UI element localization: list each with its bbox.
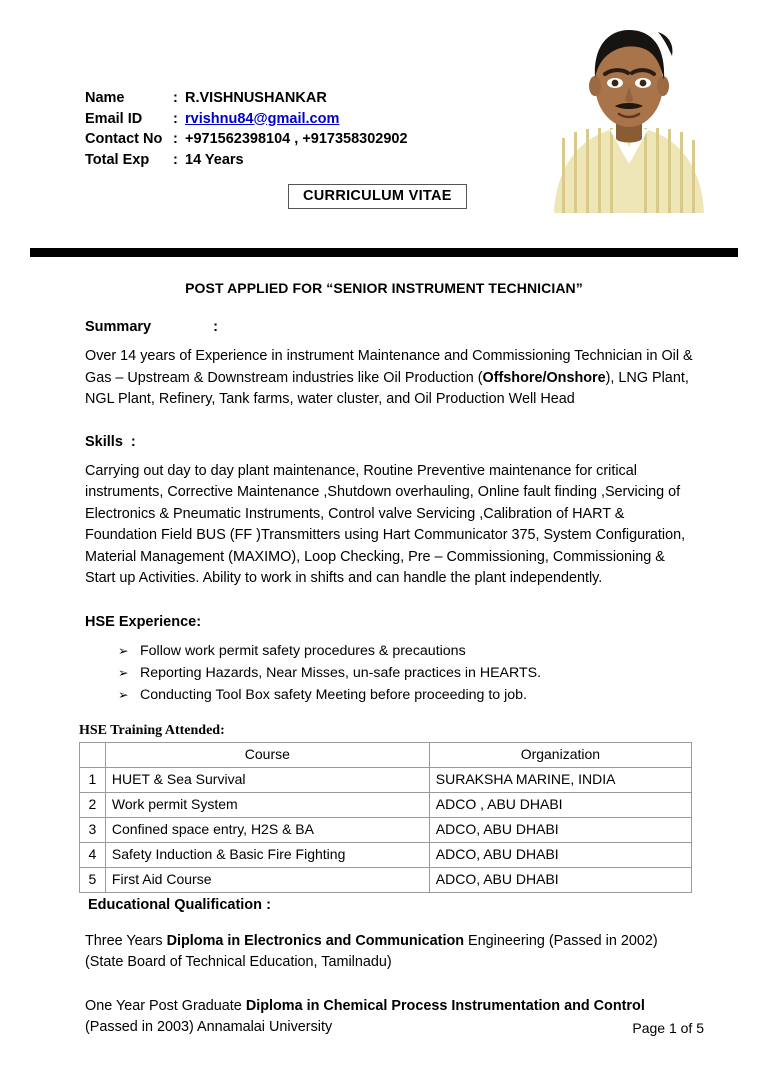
column-header-number bbox=[80, 742, 106, 767]
document-body bbox=[0, 262, 768, 1039]
table-row bbox=[80, 792, 692, 817]
cell-course: Safety Induction & Basic Fire Fighting bbox=[105, 842, 429, 867]
summary-gap bbox=[151, 319, 213, 335]
list-item bbox=[118, 662, 768, 684]
education-entry-1-post: Engineering (Passed in 2002) (State Board of Technical Education, Tamilnadu) bbox=[85, 932, 658, 970]
experience-label: Total Exp bbox=[85, 151, 150, 168]
post-applied-title: POST APPLIED FOR “SENIOR INSTRUMENT TECHNICIAN” bbox=[185, 280, 583, 296]
cell-number: 5 bbox=[80, 867, 106, 892]
cell-course: HUET & Sea Survival bbox=[105, 767, 429, 792]
table-row bbox=[80, 767, 692, 792]
skills-colon: : bbox=[130, 433, 136, 450]
summary-heading bbox=[0, 319, 768, 335]
cell-course: Work permit System bbox=[105, 792, 429, 817]
list-item bbox=[118, 684, 768, 706]
skills-gap bbox=[123, 434, 131, 450]
education-entry-2-pre: One Year Post Graduate bbox=[85, 997, 246, 1014]
hse-experience-list bbox=[0, 640, 768, 706]
cell-number: 1 bbox=[80, 767, 106, 792]
email-label: Email ID bbox=[85, 110, 143, 127]
summary-label: Summary bbox=[85, 319, 152, 335]
education-entry-1 bbox=[0, 931, 768, 974]
identity-block bbox=[85, 88, 408, 170]
summary-text-2: ), LNG Plant, NGL Plant, Refinery, Tank farms, water cluster, and Oil Production Well Head bbox=[85, 369, 689, 407]
column-header-organization: Organization bbox=[429, 742, 691, 767]
cell-number: 3 bbox=[80, 817, 106, 842]
cell-course: First Aid Course bbox=[105, 867, 429, 892]
skills-heading bbox=[0, 434, 768, 450]
education-heading-label: Educational Qualification bbox=[88, 896, 263, 913]
hse-training-table bbox=[79, 742, 692, 893]
skills-paragraph: Carrying out day to day plant maintenance, Routine Preventive maintenance for critical instruments, Corrective Maintenance ,Shutdown overhauling, Online fault finding ,Servicing of Electronics & Pneumatic Instruments, Control valve Servicing ,Calibration of HART & Foundation Field BUS (FF )Transmitters using Hart Communicator 375, System Configuration, Material Management (MAXIMO), Loop Checking, Pre – Commissioning, Commissioning & Start up Activities. Ability to work in shifts and can handle the plant independently. bbox=[85, 462, 686, 586]
education-heading bbox=[0, 897, 768, 913]
table-row bbox=[80, 842, 692, 867]
name-label: Name bbox=[85, 90, 125, 106]
education-entry-2-post: (Passed in 2003) Annamalai University bbox=[85, 1019, 333, 1035]
page-number-label: Page 1 of 5 bbox=[632, 1020, 704, 1036]
list-item-label: Follow work permit safety procedures & precautions bbox=[140, 642, 466, 659]
hse-training-heading: HSE Training Attended: bbox=[79, 722, 225, 738]
table-row bbox=[80, 817, 692, 842]
contact-value: +971562398104 , +917358302902 bbox=[185, 131, 408, 147]
summary-text-bold: Offshore/Onshore bbox=[482, 369, 606, 386]
arrow-bullet-icon: ➢ bbox=[118, 643, 129, 658]
education-heading-colon: : bbox=[266, 896, 271, 913]
summary-colon: : bbox=[213, 319, 218, 335]
column-header-course: Course bbox=[105, 742, 429, 767]
cell-organization: SURAKSHA MARINE, INDIA bbox=[429, 767, 691, 792]
experience-colon: : bbox=[173, 151, 178, 168]
cell-organization: ADCO, ABU DHABI bbox=[429, 842, 691, 867]
list-item bbox=[118, 640, 768, 662]
table-row bbox=[80, 867, 692, 892]
document-header bbox=[0, 0, 768, 232]
contact-colon: : bbox=[173, 131, 178, 147]
cell-number: 4 bbox=[80, 842, 106, 867]
arrow-bullet-icon: ➢ bbox=[118, 687, 129, 702]
experience-value: 14 Years bbox=[185, 151, 244, 168]
cell-organization: ADCO, ABU DHABI bbox=[429, 817, 691, 842]
education-entry-1-pre: Three Years bbox=[85, 932, 167, 949]
cell-organization: ADCO , ABU DHABI bbox=[429, 792, 691, 817]
cell-number: 2 bbox=[80, 792, 106, 817]
name-colon: : bbox=[173, 90, 178, 106]
arrow-bullet-icon: ➢ bbox=[118, 665, 129, 680]
skills-label: Skills bbox=[85, 433, 123, 450]
cell-course: Confined space entry, H2S & BA bbox=[105, 817, 429, 842]
contact-label: Contact No bbox=[85, 131, 163, 147]
identity-row-contact bbox=[85, 129, 408, 150]
list-item-label: Reporting Hazards, Near Misses, un-safe practices in HEARTS. bbox=[140, 664, 542, 681]
hse-experience-heading: HSE Experience: bbox=[85, 613, 202, 630]
name-value: R.VISHNUSHANKAR bbox=[185, 90, 327, 106]
education-entry-1-bold: Diploma in Electronics and Communication bbox=[166, 932, 465, 949]
summary-paragraph bbox=[0, 346, 768, 411]
header-divider-rule bbox=[30, 248, 738, 257]
page-footer bbox=[0, 1020, 768, 1036]
curriculum-vitae-box: CURRICULUM VITAE bbox=[288, 184, 467, 209]
education-entry-2-bold: Diploma in Chemical Process Instrumentation and Control bbox=[245, 997, 645, 1014]
candidate-photo bbox=[538, 14, 720, 213]
summary-text-1: Over 14 years of Experience in instrument Maintenance and Commissioning Technician in Oil & Gas – Upstream & Downstream industries like Oil Production ( bbox=[85, 348, 693, 386]
identity-row-name bbox=[85, 88, 408, 109]
cell-organization: ADCO, ABU DHABI bbox=[429, 867, 691, 892]
email-link[interactable]: rvishnu84@gmail.com bbox=[185, 110, 340, 127]
email-colon: : bbox=[173, 110, 178, 127]
table-header-row bbox=[80, 742, 692, 767]
list-item-label: Conducting Tool Box safety Meeting before proceeding to job. bbox=[140, 686, 527, 703]
identity-row-experience bbox=[85, 150, 408, 171]
identity-row-email bbox=[85, 109, 408, 130]
